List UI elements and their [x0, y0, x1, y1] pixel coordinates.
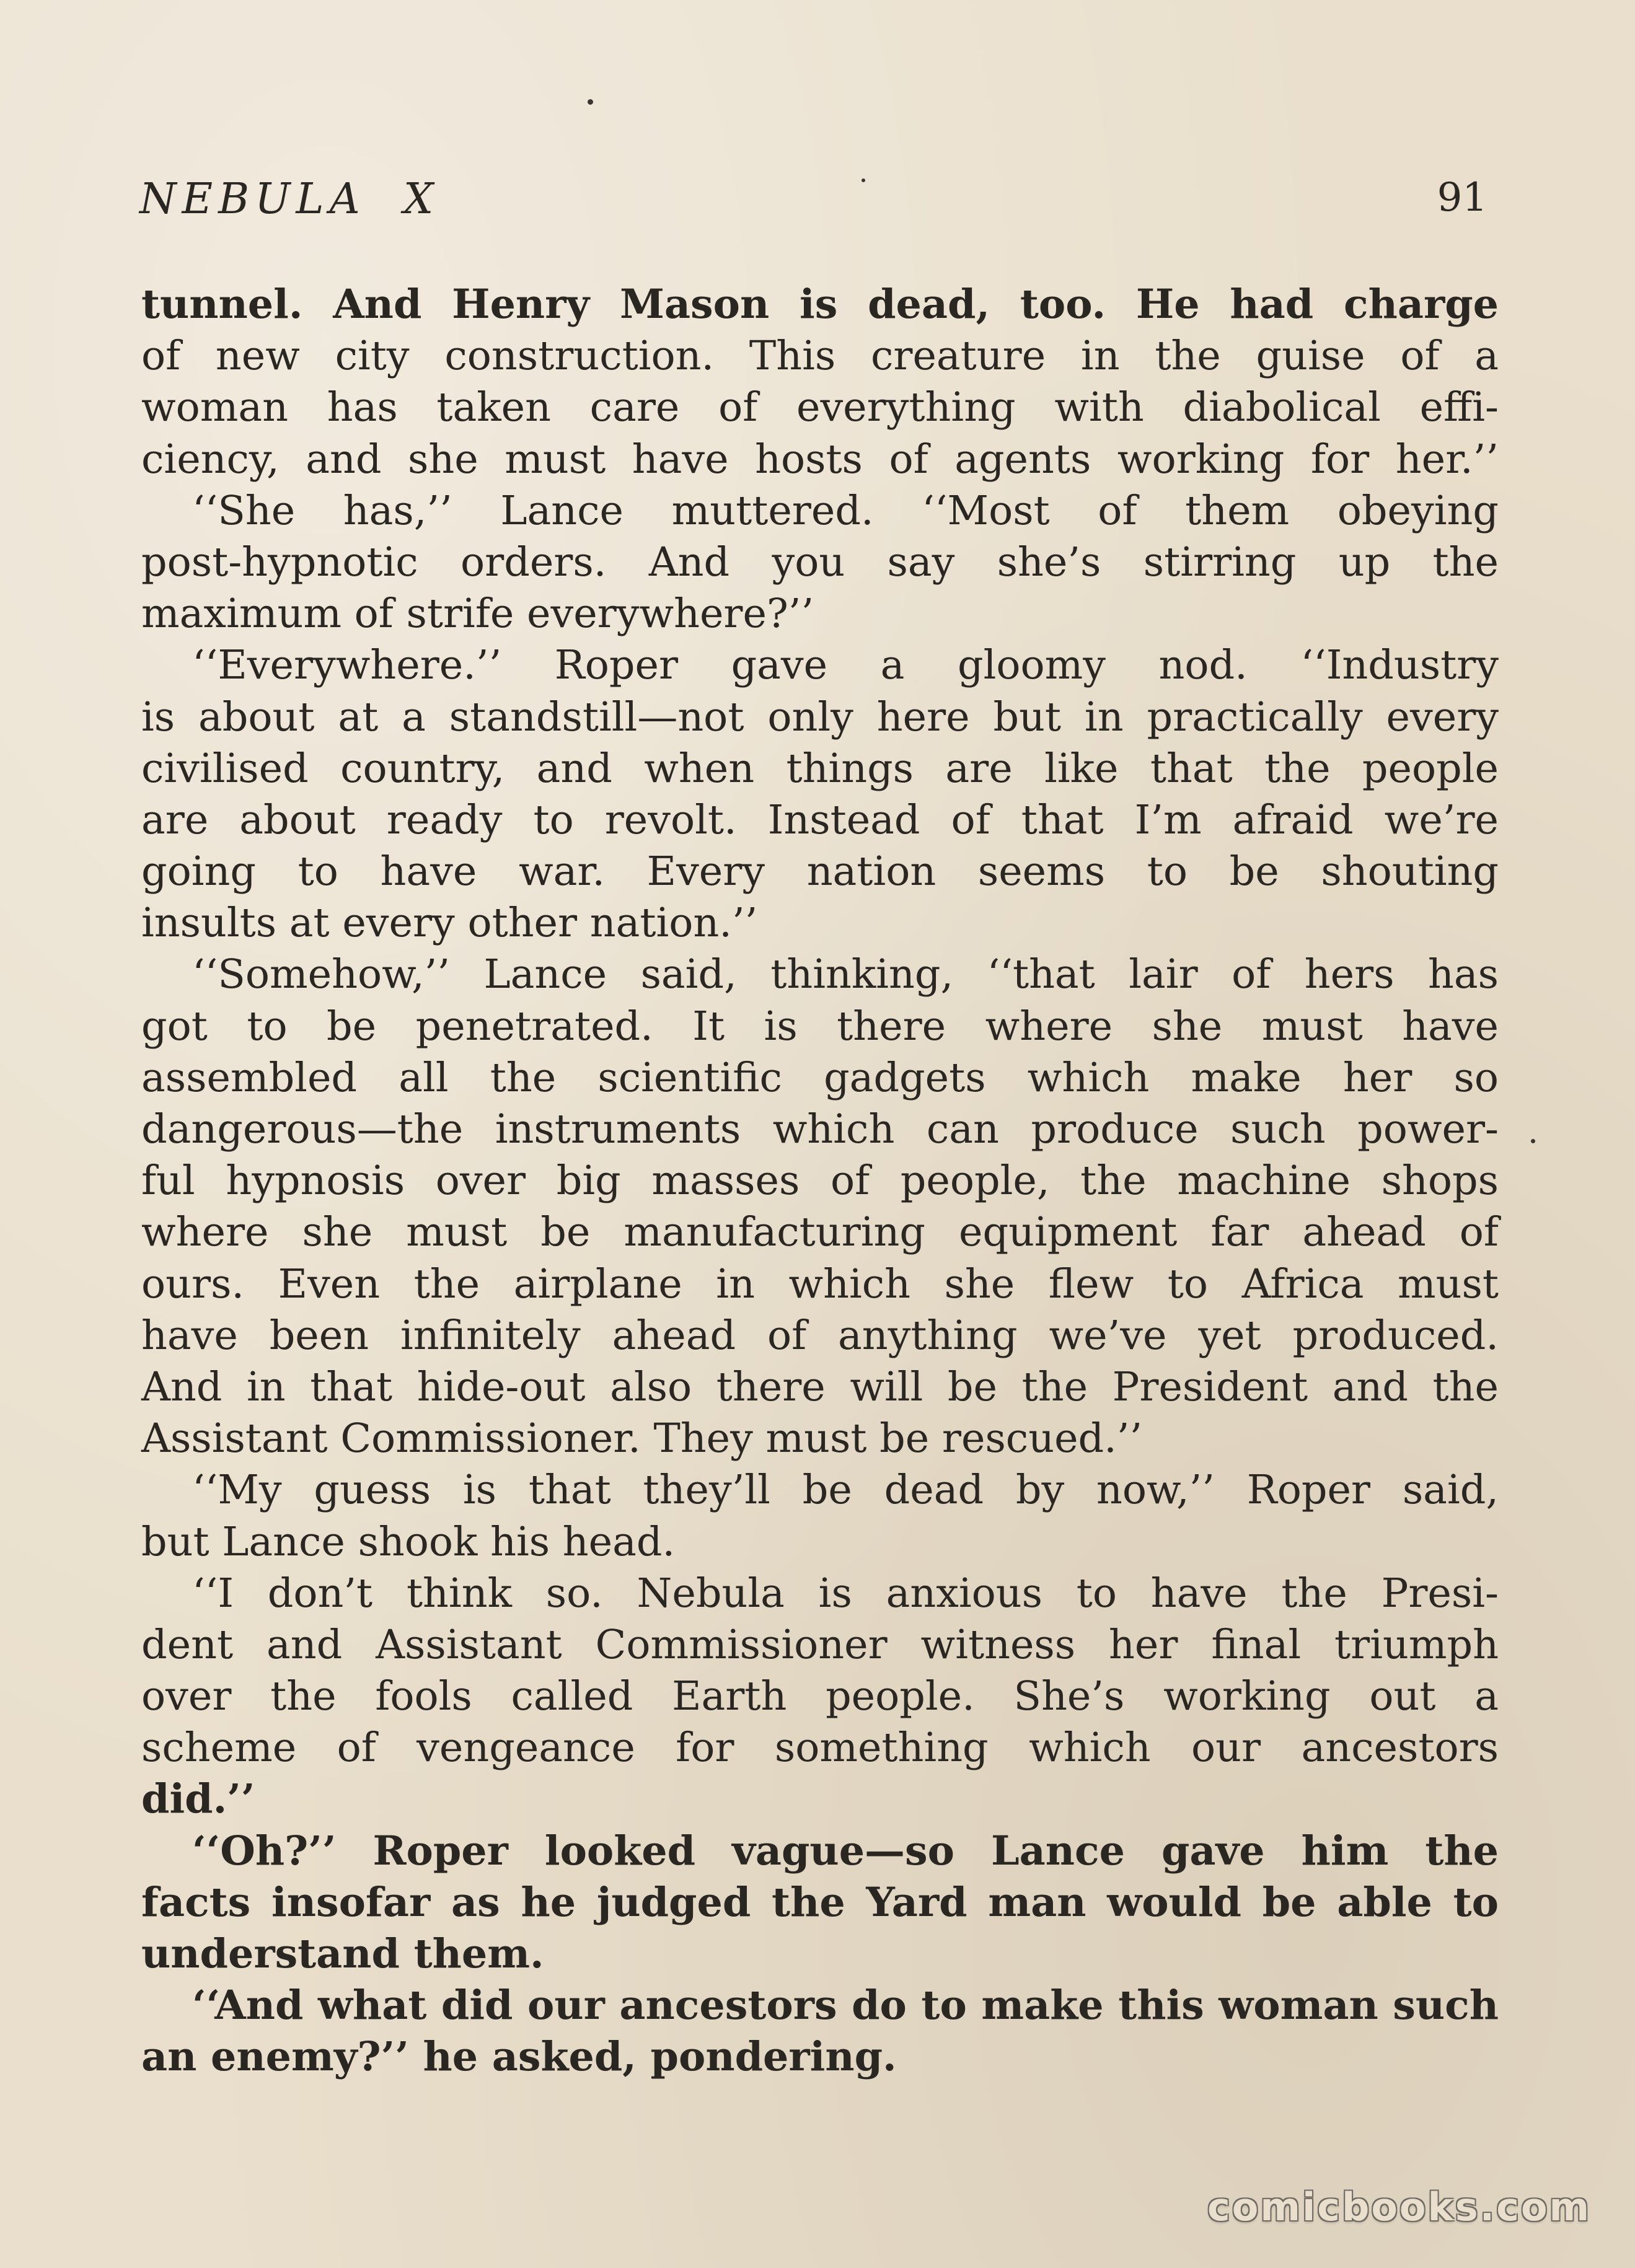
text-line: ‘‘She has,’’ Lance muttered. ‘‘Most of them obeying — [192, 487, 1499, 534]
text-line: of new city construction. This creature in the guise of a — [141, 333, 1499, 380]
text-line: ‘‘And what did our ancestors do to make this woman such — [192, 1982, 1499, 2029]
text-line: scheme of vengeance for something which our ancestors — [141, 1725, 1499, 1772]
text-line: ‘‘Somehow,’’ Lance said, thinking, ‘‘that lair of hers has — [192, 951, 1499, 998]
text-line: did.’’ — [141, 1775, 255, 1823]
text-line: maximum of strife everywhere?’’ — [141, 591, 814, 638]
text-line: ful hypnosis over big masses of people, the machine shops — [141, 1158, 1499, 1205]
text-line: dent and Assistant Commissioner witness her final triumph — [141, 1621, 1499, 1668]
text-line: ‘‘Everywhere.’’ Roper gave a gloomy nod. ‘‘Industry — [192, 642, 1499, 689]
text-line: going to have war. Every nation seems to be shouting — [141, 848, 1499, 895]
text-line: post-hypnotic orders. And you say she’s stirring up the — [141, 538, 1499, 586]
text-line: is about at a standstill—not only here but in practically every — [141, 693, 1499, 741]
text-line: ours. Even the airplane in which she flew to Africa must — [141, 1260, 1499, 1308]
text-line: understand them. — [141, 1930, 544, 1977]
text-line: tunnel. And Henry Mason is dead, too. He had charge — [141, 281, 1499, 328]
page-number: 91 — [1437, 175, 1487, 221]
text-line: ‘‘My guess is that they’ll be dead by now,’’ Roper said, — [192, 1467, 1499, 1514]
text-line: got to be penetrated. It is there where she must have — [141, 1003, 1499, 1050]
body-text — [141, 279, 1499, 2083]
text-line: dangerous—the instruments which can produce such power- — [141, 1106, 1499, 1153]
text-line: Assistant Commissioner. They must be rescued.’’ — [141, 1415, 1143, 1462]
text-line: woman has taken care of everything with diabolical effi- — [141, 384, 1499, 431]
text-line: but Lance shook his head. — [141, 1518, 676, 1565]
text-line: assembled all the scientific gadgets which make her so — [141, 1054, 1499, 1101]
print-speck — [1531, 1139, 1535, 1143]
print-speck — [588, 99, 593, 105]
header-title: NEBULA X — [139, 175, 439, 224]
watermark-logo: comicbooks.com — [1207, 2184, 1592, 2230]
text-line: where she must be manufacturing equipment far ahead of — [141, 1209, 1499, 1256]
running-head — [139, 175, 1487, 237]
text-line: have been infinitely ahead of anything we’ve yet produced. — [141, 1312, 1499, 1359]
text-line: are about ready to revolt. Instead of that I’m afraid we’re — [141, 796, 1499, 843]
text-line: ciency, and she must have hosts of agents working for her.’’ — [141, 436, 1499, 483]
text-line: ‘‘Oh?’’ Roper looked vague—so Lance gave him the — [192, 1827, 1499, 1875]
text-line: over the fools called Earth people. She’s working out a — [141, 1673, 1499, 1720]
text-line: ‘‘I don’t think so. Nebula is anxious to have the Presi- — [192, 1570, 1499, 1617]
text-line: facts insofar as he judged the Yard man would be able to — [141, 1878, 1499, 1926]
print-speck — [862, 178, 865, 182]
text-line: And in that hide-out also there will be the President and the — [141, 1363, 1499, 1410]
text-line: an enemy?’’ he asked, pondering. — [141, 2033, 897, 2081]
text-line: civilised country, and when things are like that the people — [141, 745, 1499, 792]
text-line: insults at every other nation.’’ — [141, 900, 758, 947]
